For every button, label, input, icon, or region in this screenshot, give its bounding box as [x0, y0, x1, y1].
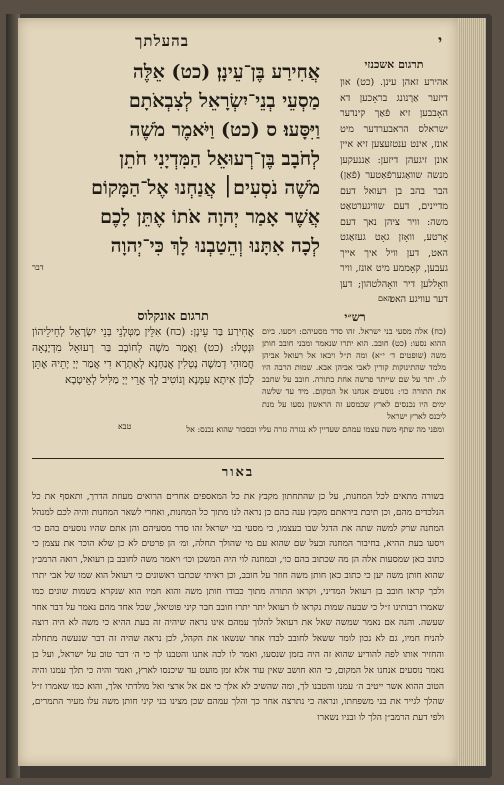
onkelos-title: תרגום אונקלוס [137, 308, 209, 323]
targum-ashkenazi-column [340, 58, 448, 308]
torah-line: אֲשֶׁר אָמַר יְהוָה אֹתוֹ אֶתֵּן לָכֶם [100, 206, 320, 228]
parasha-title: בהעלתך [135, 32, 189, 50]
section-divider [32, 458, 444, 459]
torah-text-column [32, 58, 320, 272]
torah-line: מֹשֶׁה נֹסְעִים׀ אֲנַחְנוּ אֶל־הַמָּקוֹם [91, 177, 320, 199]
onkelos-text: אֲחִירַע בַּר עֵינָן: (כח) אִלֵּין מַטְּלָנֵי בְּנֵי יִשְׂרָאֵל לְחֵילֵיהוֹן וּנְטָלוּ: (כט) וַאֲמַר משֶׁה לְחוֹבָב בַּר רְעוּאֵל מִדְיָנָאָה חֲמוּהִי דְמשֶׁה נָטְלִין אֲנַחְנָא לְאַתְרָא דִי אֲמַר יְיָ יָתֵיהּ אֶתֵּן לְכוֹן אִיתָא עִמָּנָא וְנוֹטִיב לָךְ אֲרֵי יְיָ מַלִּיל לְאֵיטָבָא [32, 326, 254, 386]
targum-ashkenazi-text: אהירע זאהן עינן. (כט) און דיזער אַרָנונג בראָכען דא האָבבען זיא פֿאַך קינדער ישראלס הראבערדער מיט אונז, אינט ענטזעצען זיא איין אונן זיגעהן דיזען: אַננעקען מנשה שוואַגערפֿאַטער (פֿאַן) הבר בהב בן רעואל דעם מדיינים, דעם שוויגערטאַט משה: וויר ציהן נאך דעם אָרטע, וואָזן גאָט געזאַגט האט, דען וויל איך אייך געבען, קאָממע מיט אונז, וויר וואָללען דיר וואָהלטהון; דען דער עוויגע האט [340, 77, 448, 305]
rashi-continuation: ומפני מה שתף משה עצמו עמהם שעדיין לא נגזרה גזרה עליו ובסבור שהוא נכנס: אל [186, 425, 444, 434]
torah-line: לְכָה אִתָּנוּ וְהֵטַבְנוּ לָךְ כִּי־יְהוָה [110, 235, 320, 257]
torah-catchword: דבר [32, 263, 44, 272]
onkelos-catchword: טבא [118, 422, 132, 431]
torah-text [32, 58, 320, 261]
targum-ashkenazi-title: תרגום אשכנזי [364, 58, 424, 71]
rashi-title: רש״י [344, 310, 366, 324]
catchword: האם [378, 294, 393, 303]
biur-title: באור [221, 465, 255, 480]
biur-text: בשורה מתאים לכל המחנות, על כן שהתחתון מקבץ את כל המאספים אחרים הרואים מעוזת הדרך, ותאסף את כל הנלכדים מהם, וכן תיבת ביראתם מקבץ ענה בהם כן נראה לנו מתוך כל המחנות, ואחרי לשאר המחנות והיה לכם למנהל המחנה שרק למשה שתה את הדגל שבו בעצמו, כי מסעי בני ישראל זהו סדר מסעיהם והן אתם שהיו נוסעים בהם כו׳ ויסעו בעת ההיא, בחיבור המחנה ובעל שם שהוא עם מי שהולך תחלה, ומ׳ הן פרטים לא כן שלא הוכר את עצמן כי כתוב כאן שמסעות אלה הן מה שכתוב בהם כו׳, ובמחנה לוי היה המשכן וכו׳ ויאמר משה לחובב בן רעואל, רואה הרמב״ן שהוא חותן משה יען כי כתוב כאן חותן משה חוזר על חובב, וכן ראיתי שכתבו ראשונים כי רעואל הוא שמו של אבי יתרו ולכך קראו חובב בן רעואל המדיני, וקראו התורה מתוך כבודו חותן משה והוא חמיו הוא שנקרא בשמות שונים כמו שאמרו רבותינו ז״ל כי שבעה שמות נקראו לו רעואל יתר יתרו חובב חבר קיני פוטיאל, שכל אחד מהם נאמר על דבר אחר שעשה. והנה אם נאמר שמשה שאל את רעואל להלוך עמהם אינו נראה שיהיה זה בעת ההיא כי משה לא היה רוצה להניח חמיו, גם לא נכון לומר ששאל לחובב לבדו אחר שנשאו את הקהל, לכן נראה שהיה זה דבר שנעשה מתחלה והחזיר אותו לפה להודיע שהוא זה היה בזמן שנסעו, ואמר לו לכה אתנו והטבנו לך כי ה׳ דבר טוב על ישראל, ועל כן נאמר נוסעים אנחנו אל המקום, כי הוא חושב שאין עוד אלא זמן מועט עד שיכנסו לארץ, ואמר והיה כי תלך עמנו והיה הטוב ההוא אשר ייטיב ה׳ עמנו והטבנו לך, ומה שהשיב לא אלך כי אם אל ארצי ואל מולדתי אלך, והוא כמו שאמרו ז״ל שהלך לגייר את בני משפחתו, ונראה כי נתרצה אחר כך והלך עמהם שכן מצינו בני קיני חותן משה עלו מעיר התמרים, ולפי דעת הרמב״ן הלך לו ובניו נשארו [32, 492, 444, 724]
page-number: י [438, 32, 442, 50]
torah-line: מַסְעֵי בְנֵי־יִשְׂרָאֵל לְצִבְאֹתָם [128, 90, 320, 112]
book-page [18, 18, 458, 766]
torah-line: אֲחִירַע בֶּן־עֵינָן׃ (כט) אֵלֶּה [132, 61, 320, 83]
page-edges [458, 18, 486, 766]
rashi-text: (כח) אלה מסעי בני ישראל. זהו סדר מסעיהם: ויסעו. ביום ההוא נסעו: (כט) חובב. הוא יתרו שנאמר ומבני חובב חותן משה (שופטים ד׳ י״א) ומה ת״ל ויבאו אל רעואל אביהן מלמד שהתינוקות קורין לאבי אביהן אבא. שמות הרבה היו לו. יתר על שם שייתר פרשה אחת בתורה. חובב על שחבב את התורה כו׳: נוסעים אנחנו אל המקום. מיד עד שלשה ימים היו נכנסים לארץ שבמסע זה הראשון נסעו על מנת ליכנס לארץ ישראל [262, 327, 446, 421]
page-header [32, 32, 444, 58]
torah-line: לְחֹבָב בֶּן־רְעוּאֵל הַמִּדְיָנִי חֹתֵן [119, 148, 320, 170]
torah-line: וַיִּסָּעוּ׃ ס (כט) וַיֹּאמֶר מֹשֶׁה [129, 119, 320, 141]
